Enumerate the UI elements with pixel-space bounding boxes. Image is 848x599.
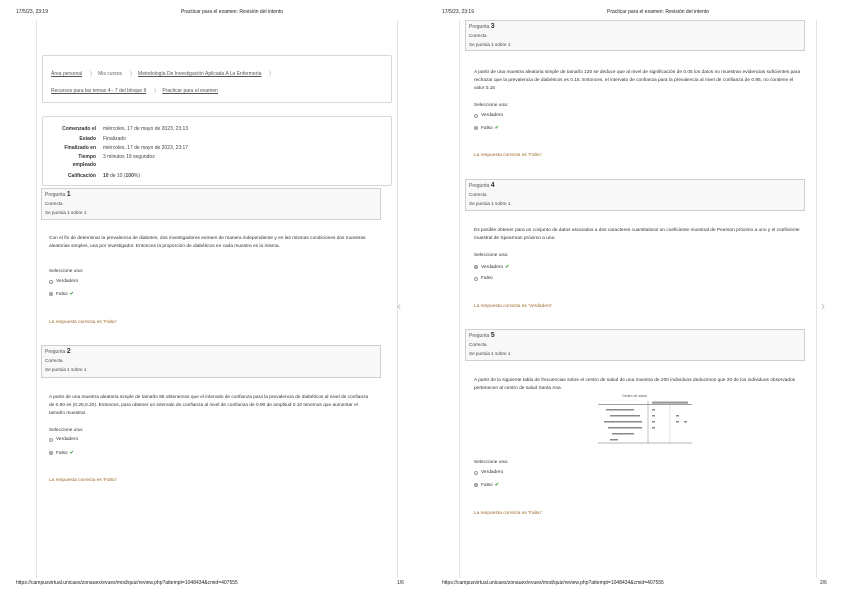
summary-value: Finalizado (103, 136, 126, 142)
select-label: Seleccione una: (49, 269, 84, 274)
question-5-feedback: La respuesta correcta es 'Falso' (474, 511, 542, 516)
page-1-header-date: 17/5/23, 23:19 (16, 9, 48, 15)
frequency-table-image (598, 401, 692, 447)
option-true[interactable]: Verdadero (49, 279, 78, 284)
question-state: Correcta (469, 33, 487, 38)
question-2-feedback: La respuesta correcta es 'Falso' (49, 478, 117, 483)
chevron-right-icon[interactable]: › (821, 299, 825, 313)
question-4-text: Es posible obtener para un conjunto de datos asociados a dos caracteres cuantitativos un coeficiente muestral de Pearson próximo a uno y el coeficiente muestral de Spearman próximo a uno. (474, 228, 800, 241)
question-state: Correcta (469, 342, 487, 347)
question-state: Correcta (469, 192, 487, 197)
option-false[interactable]: Falso ✔ (474, 482, 499, 488)
option-false[interactable]: Falso ✔ (49, 291, 74, 297)
chevron-left-icon[interactable]: ‹ (397, 299, 401, 313)
select-label: Seleccione una: (49, 428, 84, 433)
summary-value: miércoles, 17 de mayo de 2023, 23:13 (103, 126, 189, 132)
radio-selected-icon[interactable] (474, 483, 478, 487)
question-number: Pregunta 3 (469, 23, 495, 30)
frequency-table-caption: Centro de salud (622, 394, 647, 398)
question-number: Pregunta 2 (45, 348, 71, 355)
chevron-right-icon (152, 87, 156, 94)
page-2-footer-page: 2/6 (820, 580, 827, 586)
question-5-text: A partir de la siguiente tabla de frecuencias sobre el centro de salud de una muestra de 200 individuos deducimos que 20 de los individuos observados pertenecen al centro de salud Santa Ana. (474, 378, 796, 391)
page-1-frame (36, 20, 398, 578)
question-3-feedback: La respuesta correcta es 'Falso' (474, 153, 542, 158)
breadcrumb-course[interactable]: Metodología De Investigación Aplicada A La Enfermería (138, 70, 262, 77)
question-2-info (41, 345, 381, 378)
option-true[interactable]: Verdadero (474, 113, 503, 118)
question-score: Se puntúa 1 sobre 1 (469, 351, 511, 356)
question-1-text: Con el fin de determinar la prevalencia de diabetes, dos investigadores extraen de manera independiente y en las mismas condiciones dos muestras aleatorias simples, una por investigador. Entonces la proporción de diabéticos en cada muestra es la misma. (49, 236, 366, 249)
checkmark-icon: ✔ (69, 291, 74, 297)
select-label: Seleccione una: (474, 253, 509, 258)
checkmark-icon: ✔ (505, 264, 510, 270)
question-number: Pregunta 1 (45, 191, 71, 198)
summary-key: Finalizado en (64, 145, 96, 151)
breadcrumb-quiz[interactable]: Practicar para el examen (162, 87, 218, 94)
option-false[interactable]: Falso ✔ (49, 450, 74, 456)
chevron-right-icon (267, 70, 271, 77)
radio-icon[interactable] (49, 280, 53, 284)
option-false[interactable]: Falso (474, 276, 493, 281)
question-state: Correcta (45, 201, 63, 206)
radio-icon[interactable] (474, 471, 478, 475)
question-4-info (465, 179, 805, 211)
question-4-feedback: La respuesta correcta es 'Verdadero' (474, 304, 553, 309)
chevron-right-icon (128, 70, 132, 77)
question-number: Pregunta 4 (469, 182, 495, 189)
summary-key: empleado (72, 162, 96, 168)
page-2-footer-url: https://campusvirtual.unicaes/zonauex/evuex/mod/quiz/review.php?attempt=1048434&cmid=407555 (442, 580, 664, 586)
summary-value: 3 minutos 19 segundos (103, 154, 155, 160)
checkmark-icon: ✔ (494, 125, 499, 131)
page-1-footer-page: 1/6 (397, 580, 404, 586)
radio-selected-icon[interactable] (474, 265, 478, 269)
checkmark-icon: ✔ (69, 450, 74, 456)
page-2-header-title: Practicar para el examen: Revisión del intento (607, 9, 709, 15)
breadcrumb-mis-cursos[interactable]: Mis cursos (98, 70, 123, 77)
question-1-info (41, 188, 381, 220)
radio-icon[interactable] (474, 277, 478, 281)
breadcrumb-area-personal[interactable]: Área personal (51, 70, 83, 77)
page-2-frame (459, 20, 817, 578)
radio-selected-icon[interactable] (49, 451, 53, 455)
question-5-info (465, 329, 805, 361)
question-number: Pregunta 5 (469, 332, 495, 339)
attempt-summary (42, 116, 392, 186)
question-3-text: A partir de una muestra aleatoria simple de tamaño 130 se deduce que al nivel de significación de 0.05 los datos no muestran evidencias suficientes para rechazar que la prevalencia de diabéticos es 0.15. Entonces, el intervalo de confianza para la prevalencia al nivel de confianza de 0.95, no contiene el valor 0.15 (474, 70, 801, 91)
question-2-text: A partir de una muestra aleatoria simple de tamaño 95 obtenemos que el intervalo de confianza para la prevalencia de diabéticos al nivel de confianza de 0.90 es (0.25,0.20). Entonces, para obtener un intervalo de confianza al nivel de confianza de 0.90 de amplitud 0.10 tenemos que aumentar el tamaño muestral. (49, 395, 369, 416)
page-1-header-title: Practicar para el examen: Revisión del intento (181, 9, 283, 15)
option-true[interactable]: Verdadero ✔ (474, 264, 509, 270)
radio-selected-icon[interactable] (49, 292, 53, 296)
page-2-header-date: 17/5/23, 23:19 (442, 9, 474, 15)
option-true[interactable]: Verdadero (49, 437, 78, 442)
summary-value: miércoles, 17 de mayo de 2023, 23:17 (103, 145, 189, 151)
question-score: Se puntúa 1 sobre 1 (45, 210, 87, 215)
question-score: Se puntúa 1 sobre 1 (469, 42, 511, 47)
checkmark-icon: ✔ (494, 482, 499, 488)
summary-grade-value: 10 de 10 (100%) (103, 173, 140, 179)
radio-icon[interactable] (49, 438, 53, 442)
question-3-info (465, 20, 805, 51)
option-false[interactable]: Falso ✔ (474, 125, 499, 131)
radio-icon[interactable] (474, 114, 478, 118)
select-label: Seleccione una: (474, 460, 509, 465)
breadcrumb-resources[interactable]: Recursos para las temas 4 - 7 del bloque II (51, 87, 147, 94)
select-label: Seleccione una: (474, 103, 509, 108)
summary-key: Comenzado el (62, 126, 96, 132)
summary-key: Estado (79, 136, 96, 142)
breadcrumb (42, 55, 392, 103)
chevron-right-icon (88, 70, 92, 77)
summary-grade-key: Calificación (67, 173, 96, 179)
question-score: Se puntúa 1 sobre 1 (469, 201, 511, 206)
question-score: Se puntúa 1 sobre 1 (45, 367, 87, 372)
question-1-feedback: La respuesta correcta es 'Falso' (49, 320, 117, 325)
option-true[interactable]: Verdadero (474, 470, 503, 475)
page-1-footer-url: https://campusvirtual.unicaes/zonauex/evuex/mod/quiz/review.php?attempt=1048434&cmid=407555 (16, 580, 238, 586)
summary-key: Tiempo (78, 154, 96, 160)
question-state: Correcta (45, 358, 63, 363)
radio-selected-icon[interactable] (474, 126, 478, 130)
